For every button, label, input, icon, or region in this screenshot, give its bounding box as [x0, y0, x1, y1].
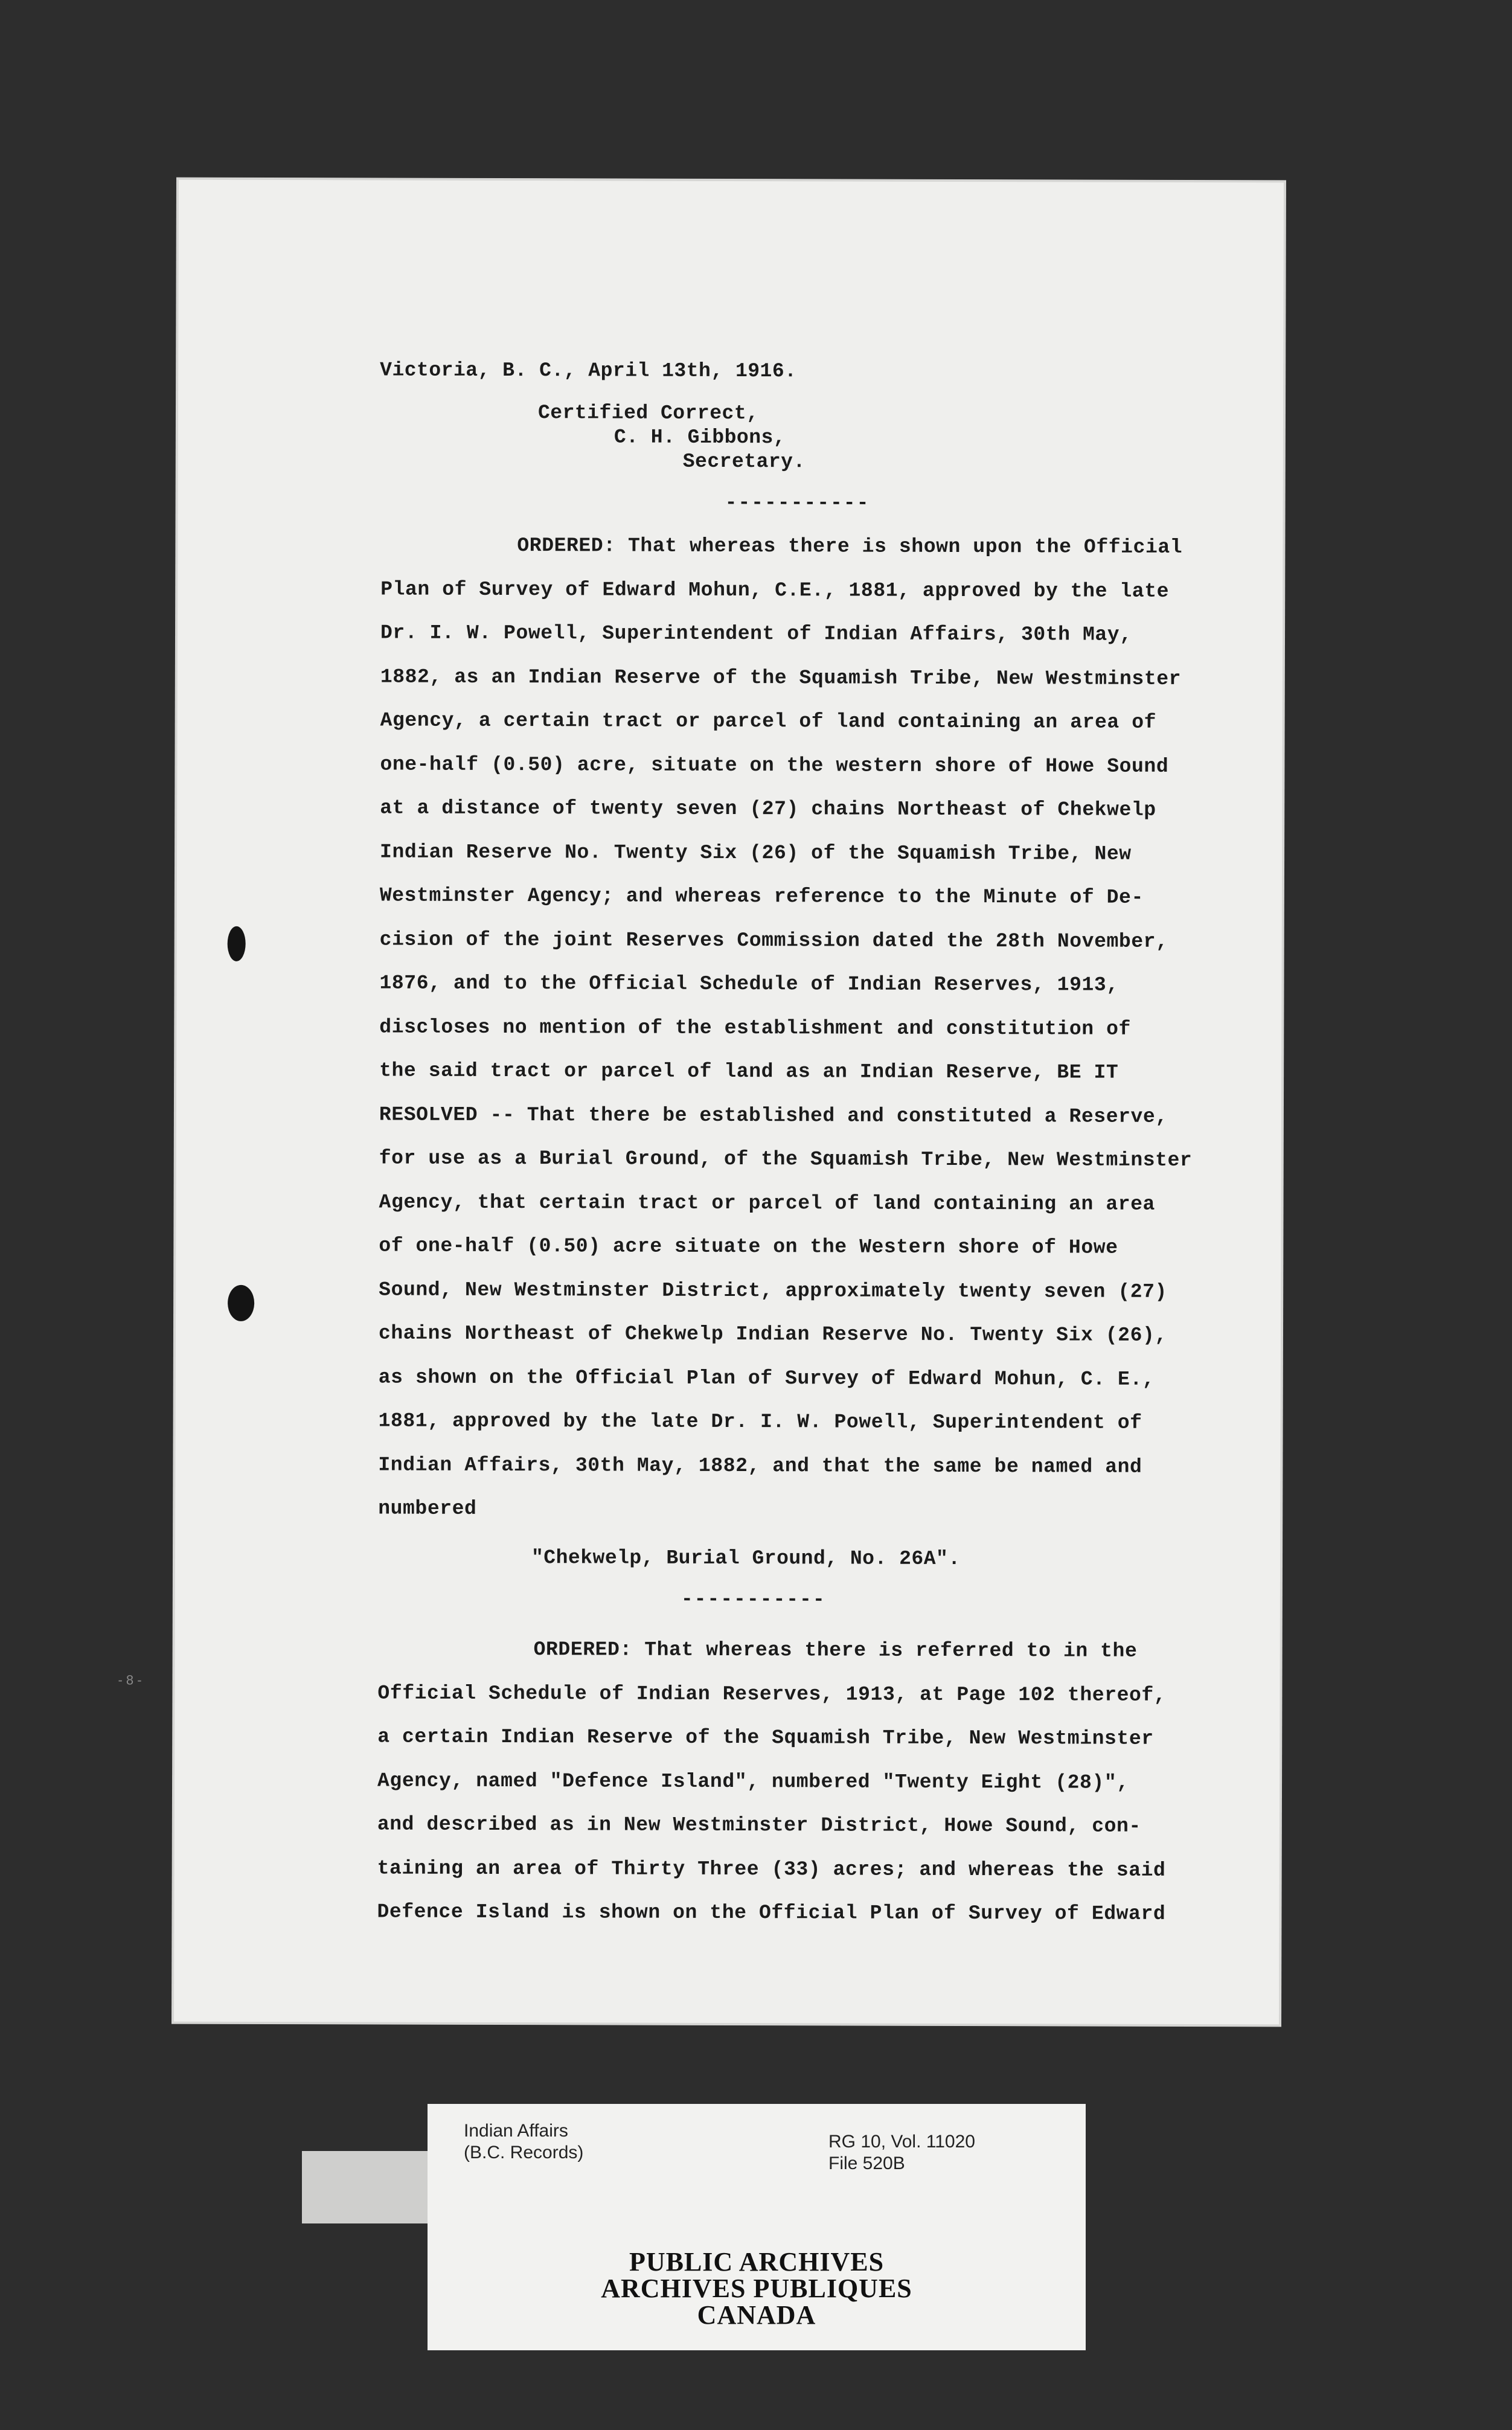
certification-line-2: C. H. Gibbons,	[613, 426, 786, 449]
text-line: the said tract or parcel of land as an Indian Reserve, BE IT	[379, 1059, 1119, 1084]
text-line: numbered	[378, 1497, 477, 1520]
text-line: Official Schedule of Indian Reserves, 1913, at Page 102 thereof,	[377, 1681, 1167, 1707]
text-line: discloses no mention of the establishment and constitution of	[379, 1015, 1131, 1040]
text-line: 1881, approved by the late Dr. I. W. Powell, Superintendent of	[378, 1409, 1142, 1434]
text-line: Agency, a certain tract or parcel of land containing an area of	[380, 709, 1157, 734]
text-line: one-half (0.50) acre, situate on the western shore of Howe Sound	[380, 752, 1169, 778]
text-line: Agency, named "Defence Island", numbered "Twenty Eight (28)",	[377, 1769, 1129, 1794]
fonds-line-2: (B.C. Records)	[464, 2143, 584, 2162]
separator-2: -----------	[681, 1588, 826, 1611]
text-line: Sound, New Westminster District, approximately twenty seven (27)	[379, 1278, 1168, 1303]
dateline: Victoria, B. C., April 13th, 1916.	[380, 359, 797, 383]
text-line: cision of the joint Reserves Commission dated the 28th November,	[379, 928, 1168, 953]
text-line: for use as a Burial Ground, of the Squamish Tribe, New Westminster	[379, 1147, 1193, 1172]
text-line: 1876, and to the Official Schedule of Indian Reserves, 1913,	[379, 972, 1119, 996]
certification-line-3: Secretary.	[682, 450, 806, 473]
punch-hole-top	[228, 926, 246, 961]
margin-mark: - 8 -	[118, 1672, 142, 1688]
text-line: ORDERED: That whereas there is referred to in the	[533, 1638, 1138, 1662]
text-line: of one-half (0.50) acre situate on the Western shore of Howe	[379, 1234, 1118, 1259]
text-line: Indian Reserve No. Twenty Six (26) of the Squamish Tribe, New	[380, 840, 1132, 865]
stamp-line-1: PUBLIC ARCHIVES	[629, 2247, 885, 2277]
text-line: Indian Affairs, 30th May, 1882, and that the same be named and	[378, 1453, 1142, 1478]
label-tab	[302, 2151, 447, 2223]
text-line: and described as in New Westminster District, Howe Sound, con-	[377, 1813, 1141, 1838]
text-line: Plan of Survey of Edward Mohun, C.E., 1881, approved by the late	[380, 577, 1170, 603]
text-line: taining an area of Thirty Three (33) acres; and whereas the said	[377, 1856, 1166, 1882]
stamp-line-3: CANADA	[697, 2300, 816, 2330]
fonds-line-1: Indian Affairs	[464, 2121, 568, 2141]
text-line: at a distance of twenty seven (27) chains Northeast of Chekwelp	[380, 797, 1156, 821]
text-line: Agency, that certain tract or parcel of land containing an area	[379, 1190, 1156, 1216]
text-line: Defence Island is shown on the Official Plan of Survey of Edward	[377, 1900, 1166, 1925]
text-line: Dr. I. W. Powell, Superintendent of Indian Affairs, 30th May,	[380, 621, 1132, 646]
typewritten-page	[118, 180, 1284, 2025]
archive-label	[428, 2104, 1086, 2350]
punch-hole-bottom	[228, 1285, 254, 1321]
text-line: chains Northeast of Chekwelp Indian Reserve No. Twenty Six (26),	[378, 1322, 1167, 1347]
reference-line-2: File 520B	[828, 2153, 905, 2173]
text-line: 1882, as an Indian Reserve of the Squamish Tribe, New Westminster	[380, 665, 1182, 690]
stamp-line-2: ARCHIVES PUBLIQUES	[601, 2274, 912, 2303]
text-line: RESOLVED -- That there be established and constituted a Reserve,	[379, 1103, 1168, 1128]
separator-1: -----------	[725, 491, 870, 515]
text-line: Westminster Agency; and whereas reference to the Minute of De-	[379, 884, 1144, 909]
text-line: ORDERED: That whereas there is shown upon the Official	[517, 534, 1183, 559]
reserve-name: "Chekwelp, Burial Ground, No. 26A".	[531, 1547, 961, 1571]
text-line: a certain Indian Reserve of the Squamish Tribe, New Westminster	[377, 1725, 1154, 1750]
certification-line-1: Certified Correct,	[537, 402, 759, 425]
text-line: as shown on the Official Plan of Survey of Edward Mohun, C. E.,	[378, 1365, 1155, 1391]
reference-line-1: RG 10, Vol. 11020	[828, 2132, 975, 2152]
